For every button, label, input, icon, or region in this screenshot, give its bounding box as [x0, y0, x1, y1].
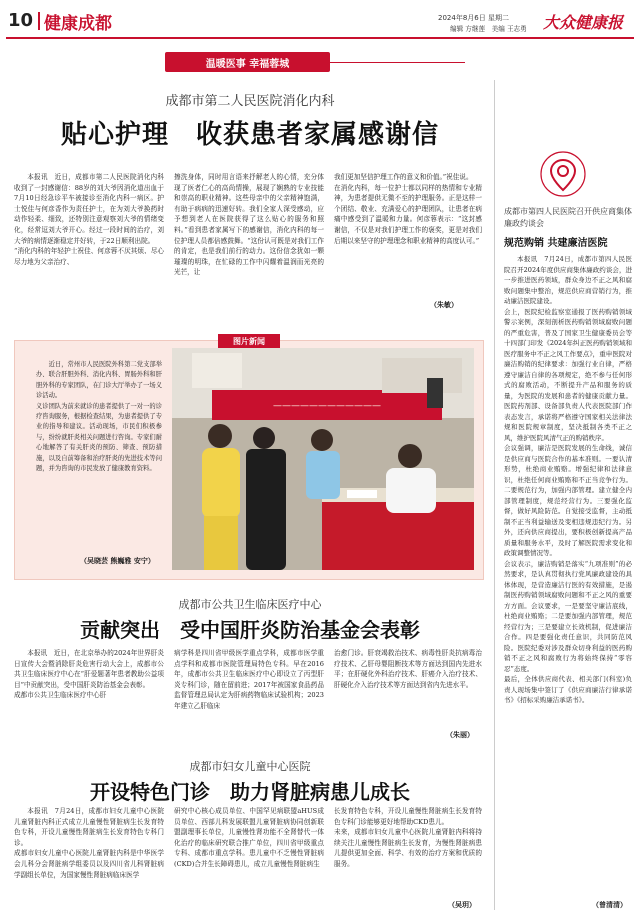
banner-text: 温暖医事 幸福蓉城 [205, 59, 290, 70]
article1-col1 [14, 172, 164, 312]
newspaper-logo: 大众健康报 [543, 13, 624, 32]
header-divider-mark [38, 12, 40, 30]
location-pin-icon [540, 150, 586, 200]
article3-col1 [14, 806, 164, 910]
article1-byline: （朱敏） [430, 300, 458, 309]
sidebar-body-text: 本报讯 7月24日，成都市第四人民医院召开2024年度供应商集体廉政约谈会，进一步推进医药领域，群众身边不正之风和腐败问题集中整治，规范供应商营销行为，推动廉洁医院建设。 会上，医院纪检监察室通报了医药购销领域警示案例，深刻剖析医药购销领域腐败问题的严重危害，普及了国家卫生健康委员会等十四部门印发《2024年纠正医药购销领域和医疗服务中不正之风工作要点》，重申医院对廉洁购销的纪律要求：加强行业自律，严格遵守廉洁自律的各项规定，绝不参与任何形式的腐败活动，不断提升产品和服务的质量，为医院的发展和患者的健康贡献力量。医院药剂部、设备部负责人代表医院部门作表态发言，承诺将严格遵守国家相关法律法规和医院规章制度，坚决抵制各类不正之风，维护医院风清气正的购销秩序。 会议强调，廉洁是医院发展的生命线，诚信是供应商与医院合作的基本准则。一要认清形势，杜绝商业贿赂。增强纪律和法律意识，杜绝任何商业贿赂和不正当竞争行为。二要规范行为，加强内部管理。建立健全内部管理制度，规范经营行为。三要强化监督，做好风险防范。自觉接受监督，主动抵制不正当利益输送及变相违规违纪行为。另外，还向供应商提出，要积极创新提高产品质量和服务水平，及时了解医院需求变化和政策调整情况等。 会议表示，廉洁购销是落实“九项准则”的必然要求，是认真贯彻执行党风廉政建设的具体体现，是营造廉洁行医的有效措施，是遏制医药购销领域腐败问题和不正之风的重要方方面。会议要求，一是要坚守廉洁底线，杜绝商业贿赂；二是要加强内部管理，规范经营行为；三是要建立长效机制，促进廉洁合作。四是要强化责任意识，共同防范风险。医院纪委对涉及群众切身利益的医药购销不正之风和腐败行为将始终保持“零容忍”态度。 最后，全体供应商代表、相关部门(科室)负责人现场集中签订了《供应商廉洁行律承诺书》《招标采购廉洁承诺书》。 [504, 255, 632, 704]
article2-col1-text: 本报讯 近日，在北京举办的2024年世界肝炎日宣传大会暨消除肝炎危害行动大会上，成都市公共卫生临床医疗中心在“肝爱题著年患者教助公益项目”中贡献突出，受中国肝炎防治基金会表彰。 成都市公共卫生临床医疗中心肝 [14, 649, 164, 700]
sidebar-body [504, 254, 632, 900]
svg-text:————————————: ———————————— [273, 401, 381, 411]
article2-byline: （朱丽） [446, 730, 474, 739]
photo-news-caption-text: 近日，常州市人民医院外科第二党支部举办、联合肝胆外科、消化内科、胃肠外科和肝胆外科的专家团队，在门诊大厅举办了一场义诊活动。 义诊团队为前来就诊的患者提供了一对一的诊疗咨询服务，根据检查结果，为患者提供了专业的指导和建议。活动现场，市民们积极参与，纷纷就肝炎相关问题进行咨询。专家们耐心地解答了有关肝炎的预防、筛查、预防措施，以及自前筹备和治疗肝炎的先进技术等问题，并为咨询的市民发放了健康教育资料。 [36, 361, 162, 473]
article3-kicker: 成都市妇女儿童中心医院 [189, 760, 311, 773]
article1-headline: 贴心护理 收获患者家属感谢信 [60, 120, 439, 150]
banner-rule [330, 62, 465, 63]
article2-col3-text: 治愈门诊。肝衰竭救治技术、病毒性肝炎抗病毒治疗技术、乙肝母婴阻断技术等方面达到国内先进水平；在肝硬化外科治疗技术、肝癌介入治疗技术、肝硬化介入治疗技术等方面达到省内先进水平。 [334, 649, 482, 689]
article1-col1-text: 本报讯 近日，成都市第二人民医院消化内科收到了一封感谢信：88岁的刘大爷因消化道出血于7月10日经急诊平车被接诊至消化内科一病区。护士悦佳与何彦香作为责任护士，在为刘大爷换药时动作轻柔、细致，还特别注意观察刘大爷的情绪变化，经常逗刘大爷开心。经过一段时间的治疗，刘大爷的病情逐渐稳定并好转，于22日顺利出院。 “消化内科的年轻护士祝佳、何彦蓉不厌其烦、尽心尽力地为父亲治疗、 [14, 173, 164, 266]
article1-kicker: 成都市第二人民医院消化内科 [165, 94, 335, 109]
article2-headline: 贡献突出 受中国肝炎防治基金会表彰 [80, 618, 420, 642]
article2-col2 [174, 648, 324, 740]
article2-col3 [334, 648, 482, 740]
sidebar-headline: 规范购销 共建廉洁医院 [504, 238, 608, 249]
article1-col2-text: 擦洗身体，同时用言语来抒解老人的心情，充分体现了医者仁心的高尚情操，展现了娴熟的专业技能和崇高的职业精神。这些母亲中的父亲精神饱满，有助于病病的迅速好转。我们全家人深受感动，应予想到老人在医院获得了这么贴心的服务和照料。”看到患者家属写下的感谢信，消化内科的每一位护理人员都倍感鼓舞。“这份认可既是对我们工作的肯定，也是我们前行的动力。这份信念犹如一颗璀璨的明珠，在忙碌的工作中闪耀着温润而光亮的光芒，让 [174, 173, 324, 277]
photo-news-caption [36, 360, 162, 550]
page-number: 10 [8, 10, 34, 31]
article1-col2 [174, 172, 324, 312]
photo-news-byline: （吴晓芸 熊巍雅 安宁） [80, 556, 155, 565]
sidebar-byline: （曾清清） [592, 900, 627, 909]
section-title: 健康成都 [44, 14, 112, 34]
article2-col2-text: 病学科是四川省甲级医学重点学科，成都市医学重点学科和成都市医院管理局特色专科。早在2016年，成都市公共卫生临床医疗中心即设立了丙型肝炎专科门诊，随在留前进；2017年被国家食品药品监督管理总局认定为肝病药物临床试验机构；2023年建立乙肝临床 [174, 649, 324, 710]
article2-kicker: 成都市公共卫生临床医疗中心 [178, 598, 322, 611]
article3-col1-text: 本报讯 7月24日，成都市妇女儿童中心医院儿童肾脏内科正式成立儿童慢性肾脏病生长发育特色专科，开设儿童慢性肾脏病生长发育特色专科门诊。 成都市妇女儿童中心医院儿童肾脏内科是中华医学会儿科分会肾脏病学组委员以及四川省儿科肾脏病学副组长单位，为国家慢性肾脏病临床医学 [14, 807, 164, 879]
article3-col3-text: 长发育特色专科，开设儿童慢性肾脏病生长发育特色专科门诊能够更好地帮助CKD患儿。 未来，成都市妇女儿童中心医院儿童肾脏内科将持续关注儿童慢性肾脏病生长发育，为慢性肾脏病患儿提供更加全面、科学、有效的治疗方案和优质的服务。 [334, 807, 482, 868]
column-divider [494, 80, 495, 910]
date-line: 2024年8月6日 星期二 [438, 14, 509, 22]
sidebar-kicker: 成都市第四人民医院召开供应商集体廉政约谈会 [504, 207, 632, 228]
article1-col3-text: 我们更加坚信护理工作的意义和价值。”祝佳说。 在消化内科，每一位护士都以同样的热情和专业精神，为患者提供无微不至的护理服务。正是这样一个团结、敬业、充满爱心的护理团队，让患者在病痛中感受到了温暖和力量。何彦蓉表示：“这封感谢信，不仅是对我们护理工作的褒奖，更是对我们后期以来坚守的护理理念和职业精神的高度认可。” [334, 173, 482, 245]
article3-col3 [334, 806, 482, 900]
article3-headline: 开设特色门诊 助力肾脏病患儿成长 [90, 780, 410, 804]
article3-col2-text: 研究中心核心成员单位、中国罕见病联盟aHUS成员单位、西部儿科发展联盟儿童肾脏病协同创新联盟副理事长单位，儿童慢性肾功能不全肾替代一体化治疗的临床研究联合推广单位，四川省甲级重点专科、成都市重点学科。患儿童中不乏慢性肾脏病(CKD)合并生长障碍患儿，成立儿童慢性肾脏病生 [174, 807, 324, 868]
photo-news-image [172, 348, 474, 570]
article2-col1 [14, 648, 164, 740]
article3-byline: （吴玥） [448, 900, 476, 909]
header-rule [6, 37, 634, 39]
article3-col2 [174, 806, 324, 910]
photo-news-label: 图片新闻 [233, 337, 265, 346]
editors: 编辑 方继莲 美编 王志勇 [450, 25, 527, 33]
article1-col3 [334, 172, 482, 312]
